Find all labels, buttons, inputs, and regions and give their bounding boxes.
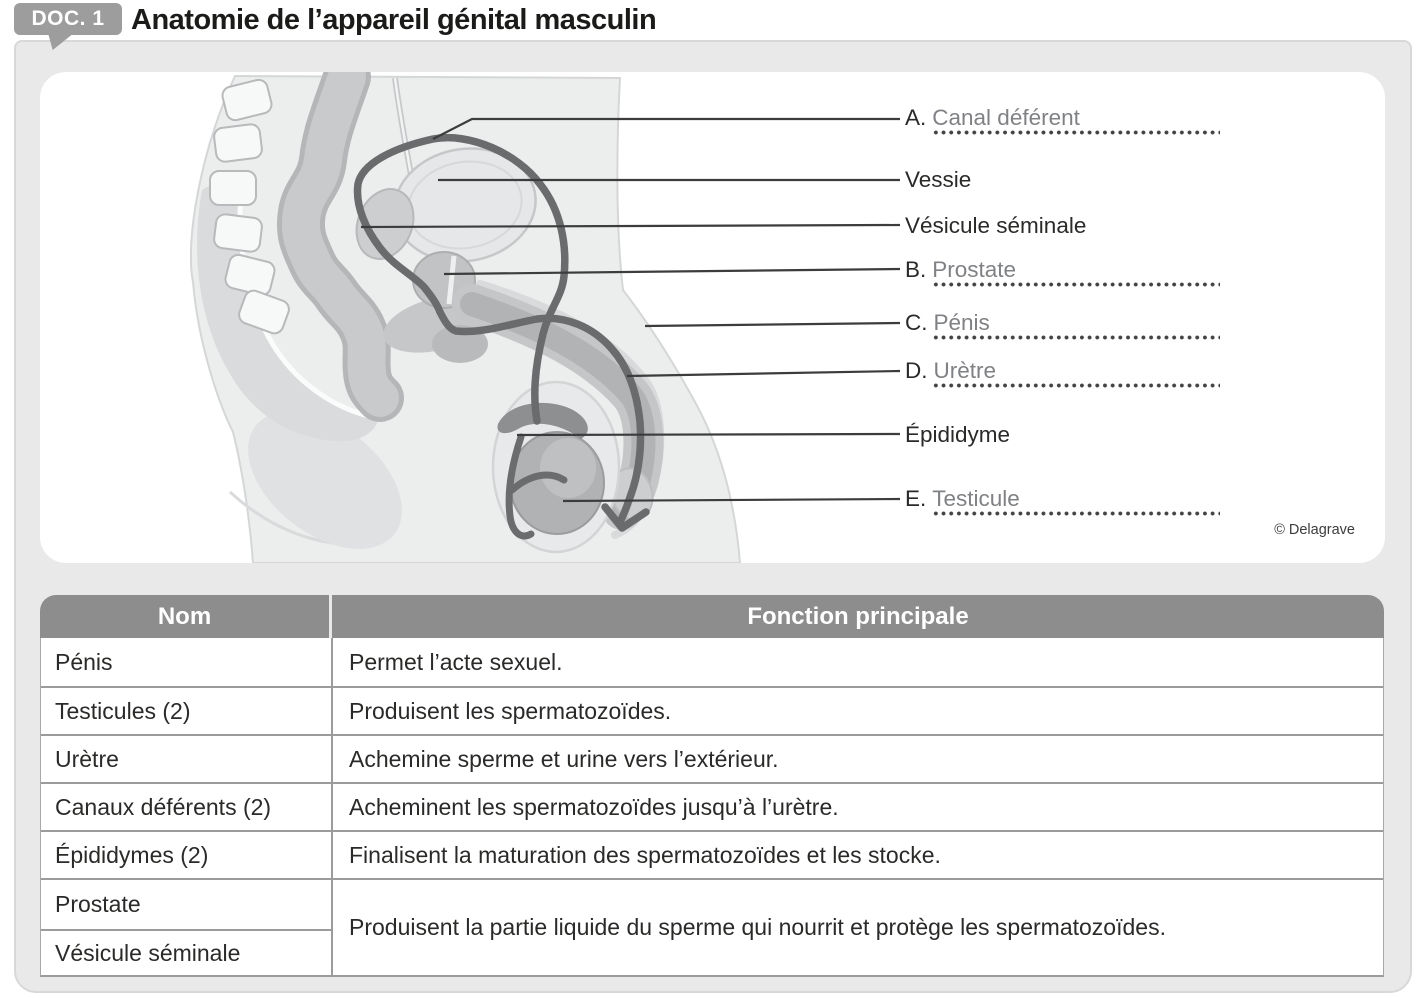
label-testicule bbox=[905, 483, 1020, 515]
table-row-penis: Pénis Permet l’acte sexuel. bbox=[41, 638, 1383, 686]
label-letter-c: C. bbox=[905, 310, 928, 335]
doc-number-badge bbox=[14, 3, 122, 35]
functions-table bbox=[40, 595, 1384, 977]
label-vessie: Vessie bbox=[905, 167, 972, 192]
copyright-credit: © Delagrave bbox=[1274, 522, 1355, 538]
table-row-prostate-vesicule bbox=[41, 878, 1383, 975]
table-row-testicules: Testicules (2) Produisent les spermatozoïdes. bbox=[41, 686, 1383, 734]
label-letter-d: D. bbox=[905, 358, 928, 383]
leader-epididyme bbox=[517, 434, 900, 435]
table-body bbox=[40, 638, 1384, 977]
label-letter-a: A. bbox=[905, 105, 927, 130]
cell-vesicule-seminale: Vésicule séminale bbox=[41, 929, 331, 975]
label-letter-e: E. bbox=[905, 486, 927, 511]
leader-penis bbox=[645, 323, 900, 326]
label-vesicule-seminale: Vésicule séminale bbox=[905, 213, 1087, 238]
page-title: Anatomie de l’appareil génital masculin bbox=[131, 4, 657, 36]
cell-prostate: Prostate bbox=[55, 891, 141, 917]
table-row-uretre: Urètre Achemine sperme et urine vers l’extérieur. bbox=[41, 734, 1383, 782]
label-canal-deferent bbox=[905, 102, 1080, 134]
answer-testicule[interactable]: Testicule bbox=[932, 486, 1020, 511]
label-penis bbox=[905, 307, 990, 339]
answer-canal-deferent[interactable]: Canal déférent bbox=[932, 105, 1080, 130]
column-header-fonction: Fonction principale bbox=[747, 602, 969, 630]
label-prostate bbox=[905, 254, 1016, 286]
answer-prostate[interactable]: Prostate bbox=[932, 257, 1017, 282]
label-uretre bbox=[905, 355, 996, 387]
cell-merged-function: Produisent la partie liquide du sperme qui nourrit et protège les spermatozoïdes. bbox=[349, 914, 1166, 940]
answer-dotted-line bbox=[932, 511, 1220, 516]
answer-uretre[interactable]: Urètre bbox=[933, 358, 997, 383]
answer-dotted-line bbox=[932, 130, 1220, 135]
testicle-highlight bbox=[540, 438, 596, 498]
answer-dotted-line bbox=[932, 335, 1220, 340]
label-letter-b: B. bbox=[905, 257, 927, 282]
table-header-row bbox=[40, 595, 1384, 638]
anatomy-illustration bbox=[40, 72, 1385, 563]
answer-dotted-line bbox=[932, 282, 1220, 287]
anatomy-figure bbox=[40, 72, 1385, 563]
column-header-nom: Nom bbox=[40, 595, 332, 638]
table-row-epididymes: Épididymes (2) Finalisent la maturation des spermatozoïdes et les stocke. bbox=[41, 830, 1383, 878]
doc-badge-label: DOC. 1 bbox=[31, 7, 105, 30]
label-epididyme: Épididyme bbox=[905, 422, 1011, 447]
answer-dotted-line bbox=[932, 383, 1220, 388]
answer-penis[interactable]: Pénis bbox=[933, 310, 990, 335]
table-row-canaux-deferents: Canaux déférents (2) Acheminent les spermatozoïdes jusqu’à l’urètre. bbox=[41, 782, 1383, 830]
